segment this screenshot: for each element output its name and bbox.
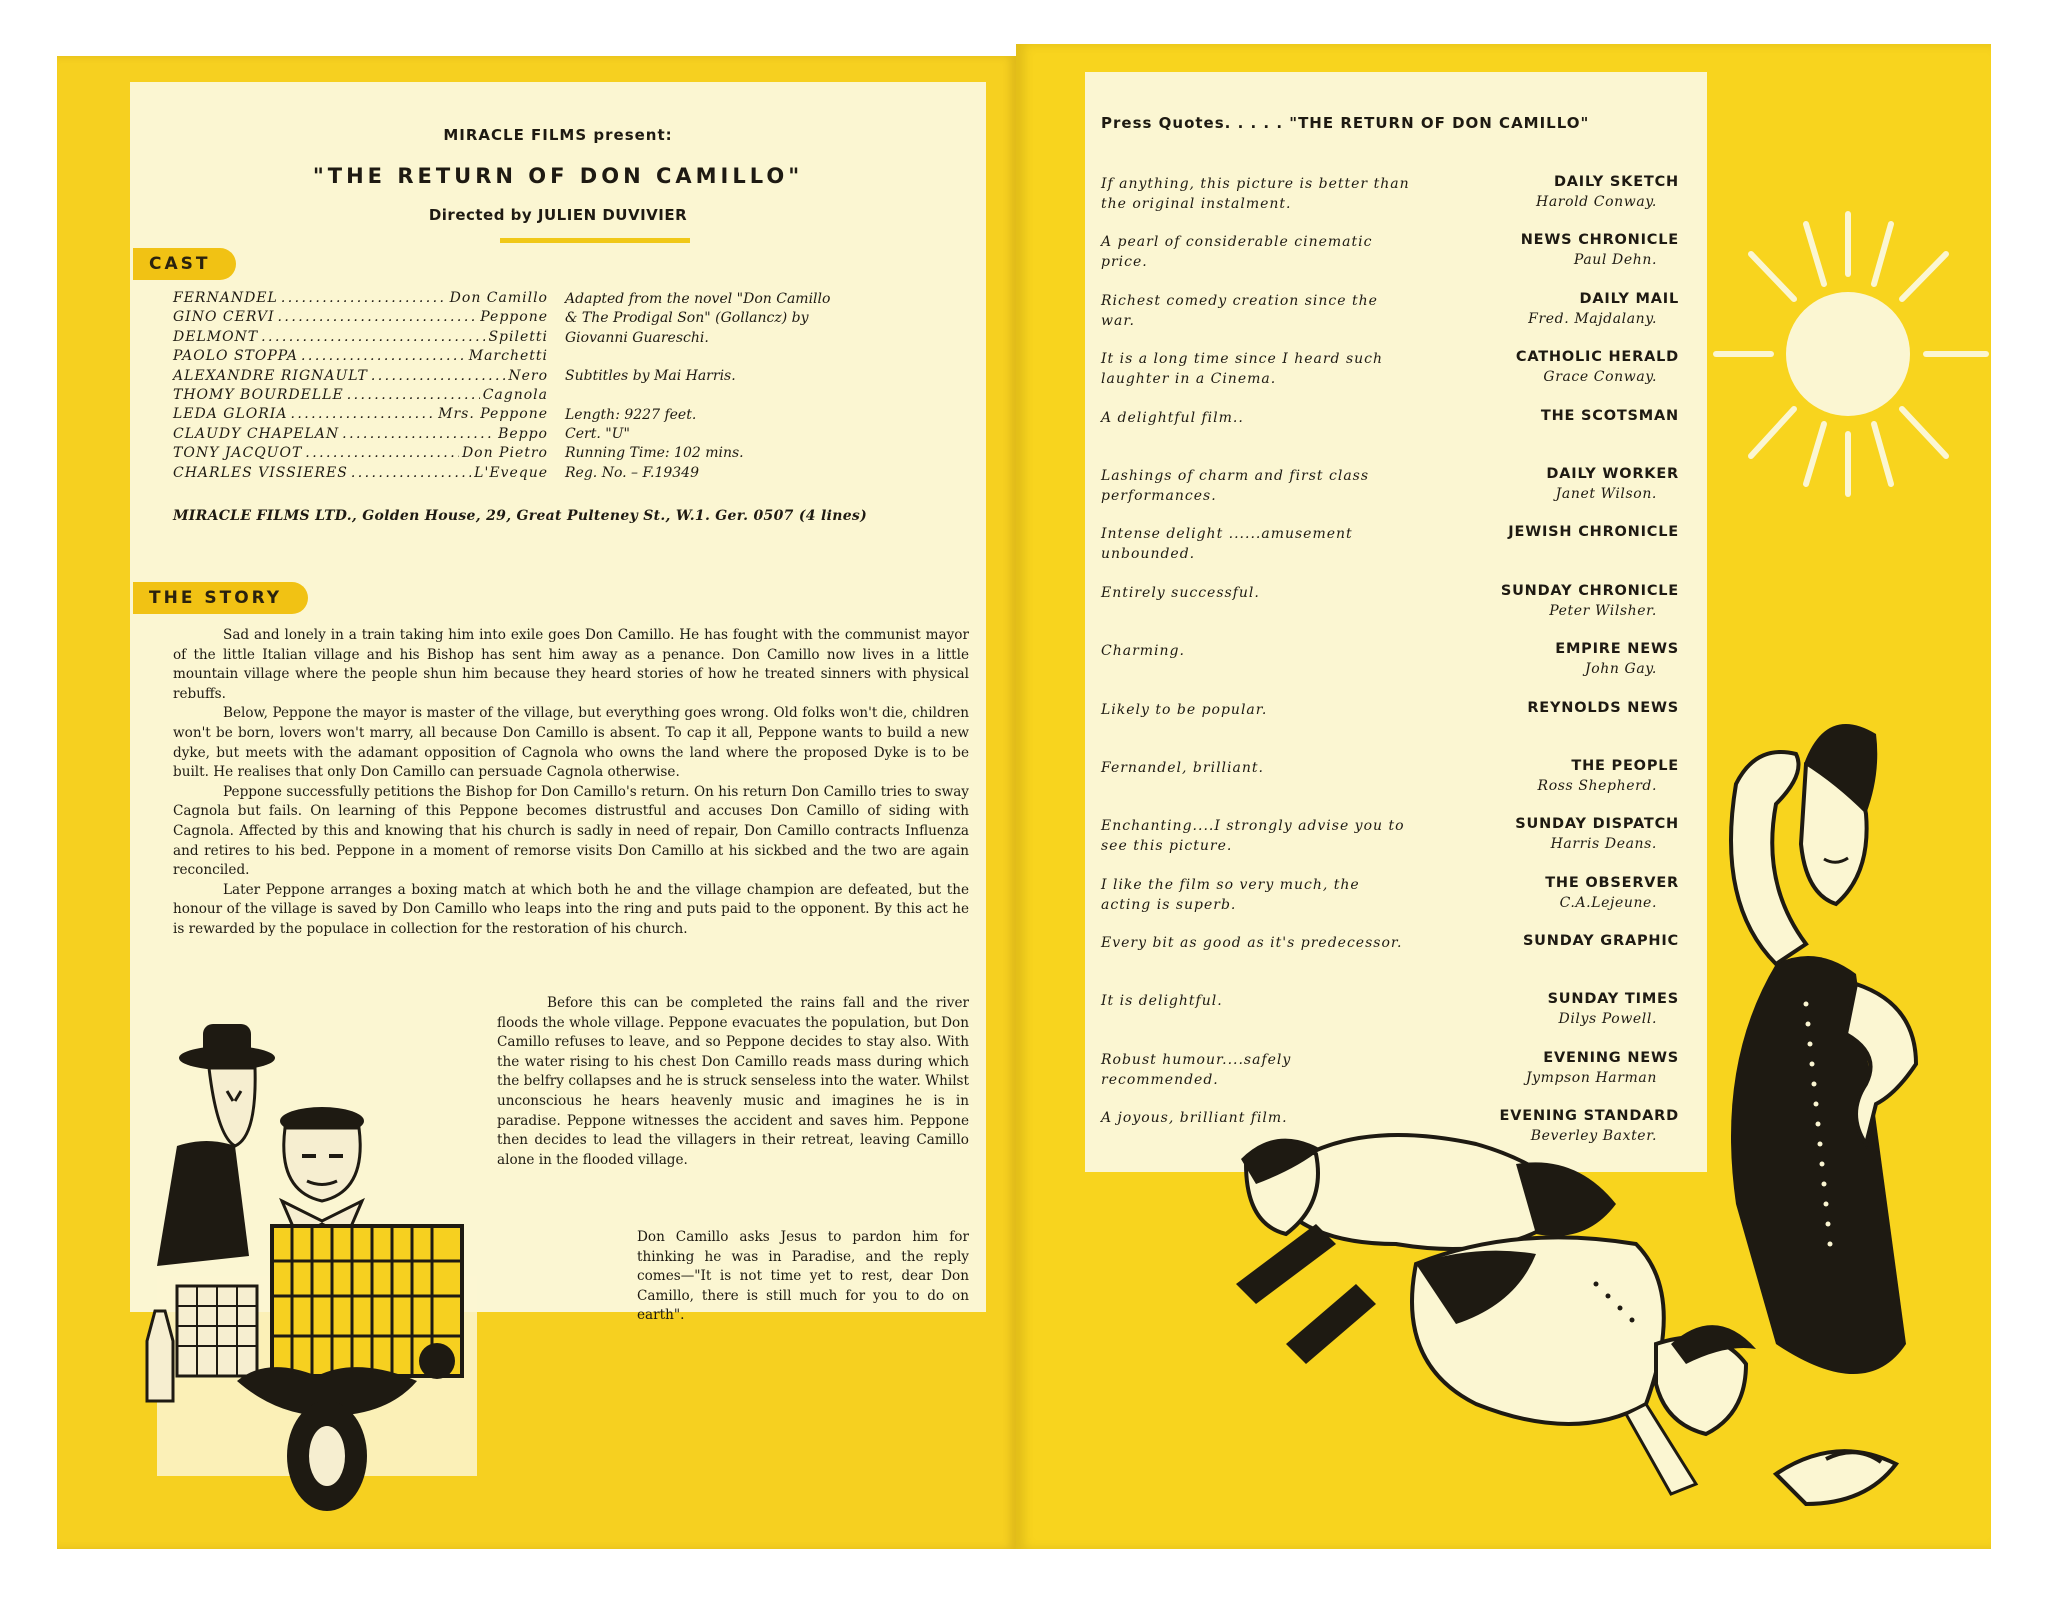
cast-role: Don Camillo bbox=[449, 290, 548, 306]
cast-actor: CHARLES VISSIERES bbox=[173, 464, 348, 481]
distributor-address: MIRACLE FILMS LTD., Golden House, 29, Great Pulteney St., W.1. Ger. 0507 (4 lines) bbox=[173, 508, 868, 524]
cast-role: Mrs. Peppone bbox=[438, 406, 548, 423]
quote-newspaper: SUNDAY DISPATCH bbox=[1515, 816, 1679, 833]
sun-illustration bbox=[1706, 194, 1991, 524]
cast-row bbox=[173, 406, 548, 425]
cast-role: Peppone bbox=[480, 309, 548, 326]
cast-heading: CAST bbox=[133, 248, 236, 280]
press-quote bbox=[1101, 408, 1679, 466]
cast-role: Beppo bbox=[498, 425, 548, 442]
quote-text: A delightful film.. bbox=[1101, 409, 1244, 426]
press-quote bbox=[1101, 232, 1679, 290]
cast-actor: FERNANDEL bbox=[173, 290, 278, 306]
cast-role: L'Eveque bbox=[474, 464, 548, 481]
motorcycle-illustration bbox=[117, 996, 497, 1516]
cast-role: Don Pietro bbox=[461, 445, 548, 462]
subtitles-credit: Subtitles by Mai Harris. bbox=[565, 368, 736, 385]
quote-newspaper: DAILY MAIL bbox=[1579, 290, 1679, 307]
running-time: Running Time: 102 mins. bbox=[565, 445, 744, 462]
story-paragraph: Later Peppone arranges a boxing match at which both he and the village champion are defeated, but the honour of the village is saved by Don Camillo who leaps into the ring and puts paid to the opponent. By this act he is rewarded by the populace in collection for the restoration of his church. bbox=[173, 881, 969, 937]
quote-text: A pearl of considerable cinematic price. bbox=[1101, 234, 1373, 271]
story-paragraph: Below, Peppone the mayor is master of the village, but everything goes wrong. Old folks won't die, children won't be born, lovers won't marry, all because Don Camillo is absent. To cap it all, Peppone wants to build a new dyke, but meets with the adamant opposition of Cagnola who owns the land where the proposed Dyke is to be built. He realises that only Don Camillo can persuade Cagnola otherwise. bbox=[173, 705, 969, 781]
quote-text: Intense delight ......amusement unbounded. bbox=[1101, 526, 1353, 563]
quote-text: Every bit as good as it's predecessor. bbox=[1101, 935, 1403, 952]
cast-row bbox=[173, 387, 548, 406]
quote-text: Robust humour....safely recommended. bbox=[1101, 1051, 1292, 1088]
press-quote bbox=[1101, 524, 1679, 582]
quote-critic: Harris Deans. bbox=[1550, 836, 1657, 853]
cast-leader-dots bbox=[347, 387, 480, 403]
quote-critic: C.A.Lejeune. bbox=[1559, 894, 1657, 911]
adapted-line-1: Adapted from the novel "Don Camillo bbox=[565, 291, 831, 307]
quote-text: It is a long time since I heard such laughter in a Cinema. bbox=[1101, 351, 1384, 388]
quote-critic: Fred. Majdalany. bbox=[1528, 310, 1657, 327]
cast-leader-dots bbox=[301, 348, 466, 364]
quote-text: Lashings of charm and first class performances. bbox=[1101, 467, 1370, 504]
quote-newspaper: SUNDAY TIMES bbox=[1547, 991, 1679, 1008]
cast-actor: LEDA GLORIA bbox=[173, 406, 288, 423]
quote-newspaper: NEWS CHRONICLE bbox=[1520, 232, 1679, 249]
story-text bbox=[173, 626, 969, 940]
quote-text: Charming. bbox=[1101, 643, 1185, 660]
cast-actor: DELMONT bbox=[173, 328, 259, 345]
cast-row bbox=[173, 465, 548, 484]
cast-leader-dots bbox=[305, 445, 459, 461]
quote-critic: Grace Conway. bbox=[1543, 369, 1657, 386]
quote-newspaper: DAILY WORKER bbox=[1546, 465, 1679, 482]
registration-number: Reg. No. – F.19349 bbox=[565, 464, 699, 481]
story-paragraph: Sad and lonely in a train taking him into exile goes Don Camillo. He has fought with the communist mayor of the little Italian village and his Bishop has sent him away as a penance. Don Camillo now lives in a little mountain village where the people shun him because they heard stories of how he treated sinners with physical rebuffs. bbox=[173, 627, 969, 702]
quote-critic: Paul Dehn. bbox=[1573, 252, 1657, 269]
press-quote bbox=[1101, 466, 1679, 524]
quote-newspaper: EMPIRE NEWS bbox=[1555, 641, 1679, 658]
quote-text: I like the film so very much, the acting is superb. bbox=[1101, 876, 1360, 913]
quote-newspaper: THE PEOPLE bbox=[1571, 757, 1679, 774]
film-title: "THE RETURN OF DON CAMILLO" bbox=[312, 164, 804, 188]
quote-newspaper: SUNDAY GRAPHIC bbox=[1522, 933, 1679, 950]
quote-critic: Peter Wilsher. bbox=[1549, 602, 1657, 619]
right-page bbox=[1016, 44, 1991, 1549]
press-quote bbox=[1101, 174, 1679, 232]
quote-newspaper: THE SCOTSMAN bbox=[1540, 407, 1679, 424]
cast-row bbox=[173, 348, 548, 367]
cast-row bbox=[173, 329, 548, 348]
quote-critic: Ross Shepherd. bbox=[1537, 777, 1657, 794]
adapted-line-3: Giovanni Guareschi. bbox=[565, 329, 709, 346]
press-quote bbox=[1101, 583, 1679, 641]
adapted-line-2: & The Prodigal Son" (Gollancz) by bbox=[565, 310, 809, 327]
cast-leader-dots bbox=[281, 290, 447, 306]
cast-role: Spiletti bbox=[488, 328, 548, 345]
film-length: Length: 9227 feet. bbox=[565, 406, 697, 423]
cast-leader-dots bbox=[261, 329, 485, 345]
quote-newspaper: SUNDAY CHRONICLE bbox=[1500, 582, 1679, 599]
cast-actor: CLAUDY CHAPELAN bbox=[173, 425, 340, 442]
quote-newspaper: CATHOLIC HERALD bbox=[1515, 349, 1679, 366]
cast-leader-dots bbox=[342, 426, 495, 442]
story-heading: THE STORY bbox=[133, 582, 308, 614]
quote-text: If anything, this picture is better than the original instalment. bbox=[1101, 176, 1410, 212]
cast-role: Marchetti bbox=[468, 348, 548, 365]
quote-critic: Harold Conway. bbox=[1536, 194, 1657, 210]
quote-newspaper: JEWISH CHRONICLE bbox=[1508, 524, 1679, 541]
cast-actor: THOMY BOURDELLE bbox=[173, 386, 344, 403]
quote-text: Richest comedy creation since the war. bbox=[1101, 292, 1378, 329]
cast-list bbox=[173, 290, 548, 484]
quote-newspaper: REYNOLDS NEWS bbox=[1527, 699, 1679, 716]
production-credits bbox=[565, 290, 965, 483]
quote-critic: Beverley Baxter. bbox=[1530, 1128, 1657, 1145]
cast-actor: PAOLO STOPPA bbox=[173, 348, 299, 365]
quote-text: Enchanting....I strongly advise you to see this picture. bbox=[1101, 818, 1405, 855]
quote-newspaper: DAILY SKETCH bbox=[1553, 174, 1679, 190]
quote-newspaper: EVENING NEWS bbox=[1543, 1049, 1679, 1066]
cast-actor: TONY JACQUOT bbox=[173, 445, 303, 462]
quote-text: Entirely successful. bbox=[1101, 584, 1260, 601]
story-text-ending: Don Camillo asks Jesus to pardon him for thinking he was in Paradise, and the reply comes—"It is not time yet to rest, dear Don Camillo, there is still much for you to do on earth". bbox=[637, 1229, 969, 1324]
quote-critic: Jympson Harman bbox=[1525, 1069, 1657, 1086]
quote-newspaper: EVENING STANDARD bbox=[1499, 1108, 1679, 1125]
quote-text: A joyous, brilliant film. bbox=[1101, 1110, 1288, 1127]
story-paragraph: Before this can be completed the rains fall and the river floods the whole village. Peppone evacuates the population, but Don Camillo refuses to leave, and so Peppone decides to stay also. With the water rising to his chest Don Camillo reads mass during which the belfry collapses and he is struck senseless into the water. Whilst unconscious he hears heavenly music and imagines he is in paradise. Peppone witnesses the accident and saves him. Peppone then decides to lead the villagers in their retreat, leaving Camillo alone in the flooded village. bbox=[497, 995, 969, 1168]
quote-critic: Dilys Powell. bbox=[1558, 1011, 1657, 1028]
cast-row bbox=[173, 290, 548, 309]
quote-text: Fernandel, brilliant. bbox=[1101, 759, 1264, 776]
cast-row bbox=[173, 309, 548, 328]
boxing-illustration bbox=[1216, 644, 1986, 1544]
title-underline bbox=[500, 238, 690, 243]
cast-row bbox=[173, 445, 548, 464]
story-text-continued bbox=[497, 994, 969, 1170]
quote-text: Likely to be popular. bbox=[1101, 701, 1268, 718]
director-line: Directed by JULIEN DUVIVIER bbox=[428, 206, 688, 224]
left-page bbox=[57, 56, 1016, 1549]
press-quotes-title: Press Quotes. . . . . "THE RETURN OF DON CAMILLO" bbox=[1101, 114, 1590, 132]
story-paragraph: Peppone successfully petitions the Bishop for Don Camillo's return. On his return Don Camillo tries to sway Cagnola but fails. On learning of this Peppone becomes distrustful and accuses Don Camillo of siding with Cagnola. Affected by this and knowing that his church is sadly in need of repair, Don Camillo contracts Influenza and retires to his bed. Peppone in a moment of remorse visits Don Camillo at his sickbed and the two are again reconciled. bbox=[173, 783, 969, 879]
cast-leader-dots bbox=[371, 368, 506, 384]
cast-actor: GINO CERVI bbox=[173, 309, 275, 326]
cast-row bbox=[173, 368, 548, 387]
press-quote bbox=[1101, 349, 1679, 407]
cast-leader-dots bbox=[351, 465, 471, 481]
press-quote bbox=[1101, 291, 1679, 349]
cast-actor: ALEXANDRE RIGNAULT bbox=[173, 367, 368, 384]
cast-row bbox=[173, 426, 548, 445]
cast-leader-dots bbox=[290, 406, 435, 422]
certificate: Cert. "U" bbox=[565, 426, 630, 443]
cast-leader-dots bbox=[278, 309, 478, 325]
presents-line: MIRACLE FILMS present: bbox=[443, 126, 673, 144]
quote-text: It is delightful. bbox=[1101, 993, 1223, 1010]
quote-newspaper: THE OBSERVER bbox=[1545, 874, 1679, 891]
cast-role: Cagnola bbox=[482, 386, 548, 403]
quote-critic: Janet Wilson. bbox=[1555, 485, 1657, 502]
cast-role: Nero bbox=[508, 367, 548, 384]
quote-critic: John Gay. bbox=[1585, 661, 1657, 678]
